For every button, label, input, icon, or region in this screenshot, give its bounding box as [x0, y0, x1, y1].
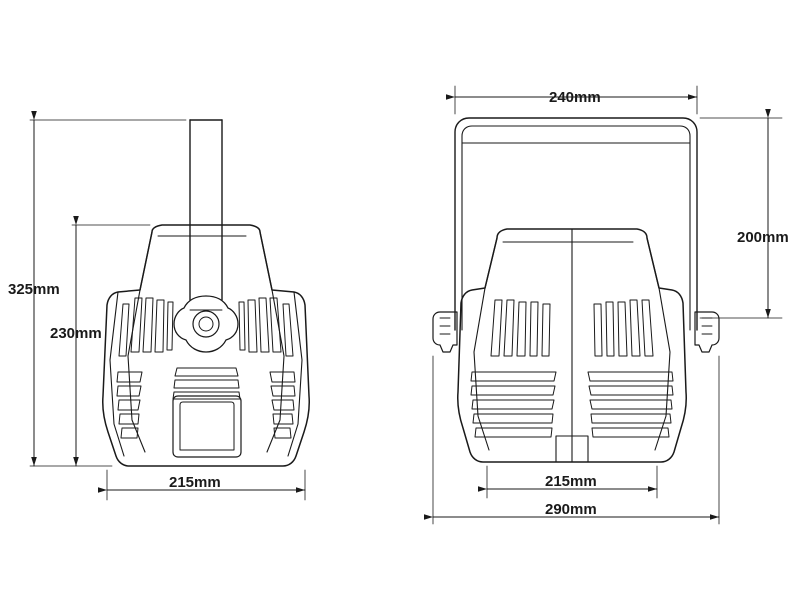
dimension-label-240mm: 240mm — [549, 89, 601, 106]
dimension-label-230mm: 230mm — [50, 325, 102, 342]
dimension-label-290mm: 290mm — [545, 501, 597, 518]
dimension-label-215mm-right: 215mm — [545, 473, 597, 490]
dimension-label-215mm-left: 215mm — [169, 474, 221, 491]
left-fixture-illustration — [103, 120, 310, 466]
dimension-label-325mm: 325mm — [8, 281, 60, 298]
right-fixture-illustration — [433, 118, 719, 462]
right-view-dimensions — [433, 86, 782, 524]
dimension-label-200mm: 200mm — [737, 229, 789, 246]
